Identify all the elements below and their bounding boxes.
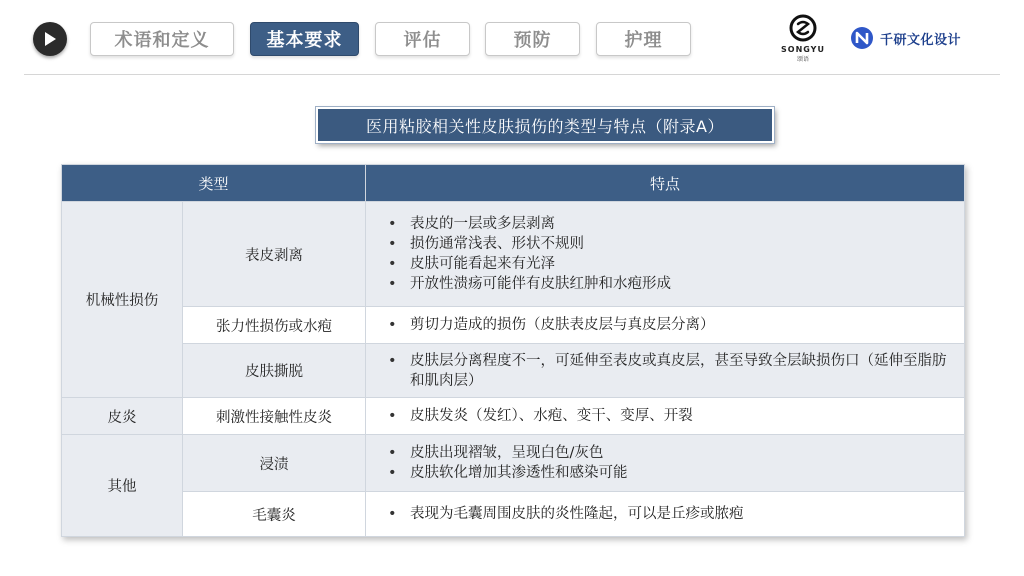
type-cell: 张力性损伤或水疱 [183,307,366,344]
songyu-logo-name: SONGYU [781,45,825,54]
group-cell: 皮炎 [62,398,183,435]
features-cell [366,435,965,492]
features-cell [366,344,965,398]
type-cell: 浸渍 [183,435,366,492]
tab-basic-requirements[interactable]: 基本要求 [250,22,359,56]
songyu-logo-sub: 颂语 [796,56,809,63]
table-row [62,492,965,537]
features-cell [366,202,965,307]
feature-item: • 表皮的一层或多层剥离 [388,214,954,234]
tab-care[interactable]: 护理 [596,22,691,56]
feature-list [388,351,954,391]
tab-terms-definitions[interactable]: 术语和定义 [90,22,234,56]
features-cell [366,398,965,435]
qianyan-logo-mark [850,26,874,50]
features-cell [366,492,965,537]
skin-injury-types-table [61,164,965,537]
feature-item: • 开放性溃疡可能伴有皮肤红肿和水疱形成 [388,274,954,294]
songyu-logo [775,14,831,62]
feature-list [388,315,954,335]
type-cell: 刺激性接触性皮炎 [183,398,366,435]
header-type: 类型 [62,165,366,202]
type-cell: 毛囊炎 [183,492,366,537]
qianyan-logo [850,24,961,52]
feature-item: • 皮肤层分离程度不一，可延伸至表皮或真皮层，甚至导致全层缺损伤口（延伸至脂肪和肌肉层） [388,351,954,391]
feature-item: • 皮肤软化增加其渗透性和感染可能 [388,463,954,483]
table-row [62,344,965,398]
feature-list [388,406,954,426]
tab-prevention[interactable]: 预防 [485,22,580,56]
features-cell [366,307,965,344]
group-cell: 其他 [62,435,183,537]
group-cell: 机械性损伤 [62,202,183,398]
feature-item: • 表现为毛囊周围皮肤的炎性隆起，可以是丘疹或脓疱 [388,504,954,524]
feature-list [388,443,954,483]
feature-list [388,504,954,524]
songyu-logo-mark [789,14,817,42]
feature-item: • 损伤通常浅表、形状不规则 [388,234,954,254]
feature-list [388,214,954,294]
tab-assessment[interactable]: 评估 [375,22,470,56]
play-button[interactable] [33,22,67,56]
feature-item: • 皮肤可能看起来有光泽 [388,254,954,274]
qianyan-logo-name: 千研文化设计 [880,32,962,48]
table-row [62,307,965,344]
table-row [62,202,965,307]
section-title: 医用粘胶相关性皮肤损伤的类型与特点（附录A） [316,107,774,143]
type-cell: 皮肤撕脱 [183,344,366,398]
feature-item: • 皮肤出现褶皱，呈现白色/灰色 [388,443,954,463]
header-features: 特点 [366,165,965,202]
play-icon [43,31,57,47]
feature-item: • 皮肤发炎（发红）、水疱、变干、变厚、开裂 [388,406,954,426]
type-cell: 表皮剥离 [183,202,366,307]
table-row [62,398,965,435]
table-row [62,435,965,492]
header-divider [24,74,1000,75]
feature-item: • 剪切力造成的损伤（皮肤表皮层与真皮层分离） [388,315,954,335]
